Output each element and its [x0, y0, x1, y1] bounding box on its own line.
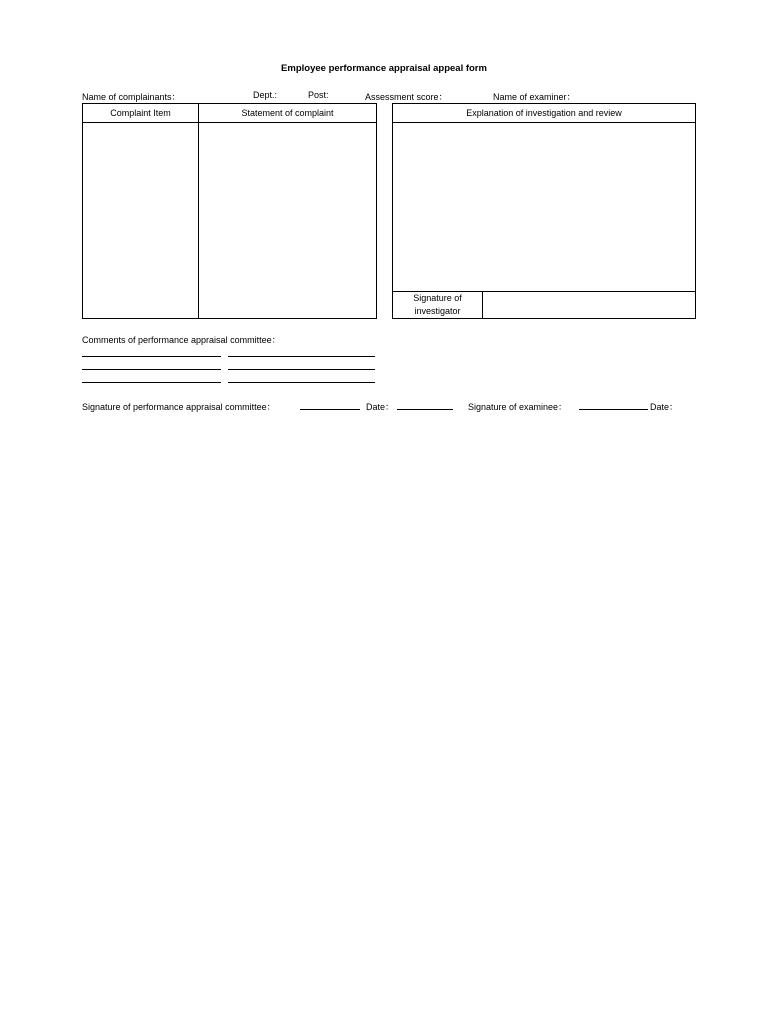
complaint-item-cell[interactable]: [83, 123, 198, 318]
comment-line[interactable]: [82, 369, 221, 370]
statement-header: Statement of complaint: [241, 108, 334, 118]
assessment-score-label: Assessment score：: [365, 92, 448, 102]
date2-label: Date：: [650, 402, 679, 412]
committee-signature-label: Signature of performance appraisal committee：: [82, 402, 276, 412]
comment-line[interactable]: [82, 382, 221, 383]
investigation-header: Explanation of investigation and review: [466, 108, 622, 118]
investigator-signature-label-line2: investigator: [414, 306, 461, 316]
complaint-item-header: Complaint Item: [110, 108, 171, 118]
investigator-signature-label-line1: Signature of: [413, 293, 462, 303]
complainant-name-label: Name of complainants：: [82, 92, 181, 102]
comment-line[interactable]: [228, 382, 375, 383]
investigator-signature-label: [393, 292, 482, 318]
examinee-signature-line[interactable]: [579, 409, 648, 410]
committee-comments-label: Comments of performance appraisal committee：: [82, 335, 281, 345]
post-label: Post:: [308, 90, 329, 100]
comment-line[interactable]: [228, 356, 375, 357]
examiner-name-label: Name of examiner：: [493, 92, 576, 102]
statement-cell[interactable]: [199, 123, 376, 318]
complaint-table: [82, 103, 377, 319]
committee-signature-line[interactable]: [300, 409, 360, 410]
investigation-cell[interactable]: [393, 123, 695, 290]
investigation-table: [392, 103, 696, 319]
date1-label: Date：: [366, 402, 395, 412]
comment-line[interactable]: [82, 356, 221, 357]
dept-label: Dept.:: [253, 90, 278, 100]
form-title: Employee performance appraisal appeal form: [281, 63, 487, 74]
date1-line[interactable]: [397, 409, 453, 410]
examinee-signature-label: Signature of examinee：: [468, 402, 568, 412]
comment-line[interactable]: [228, 369, 375, 370]
investigator-signature-cell[interactable]: [483, 292, 695, 318]
